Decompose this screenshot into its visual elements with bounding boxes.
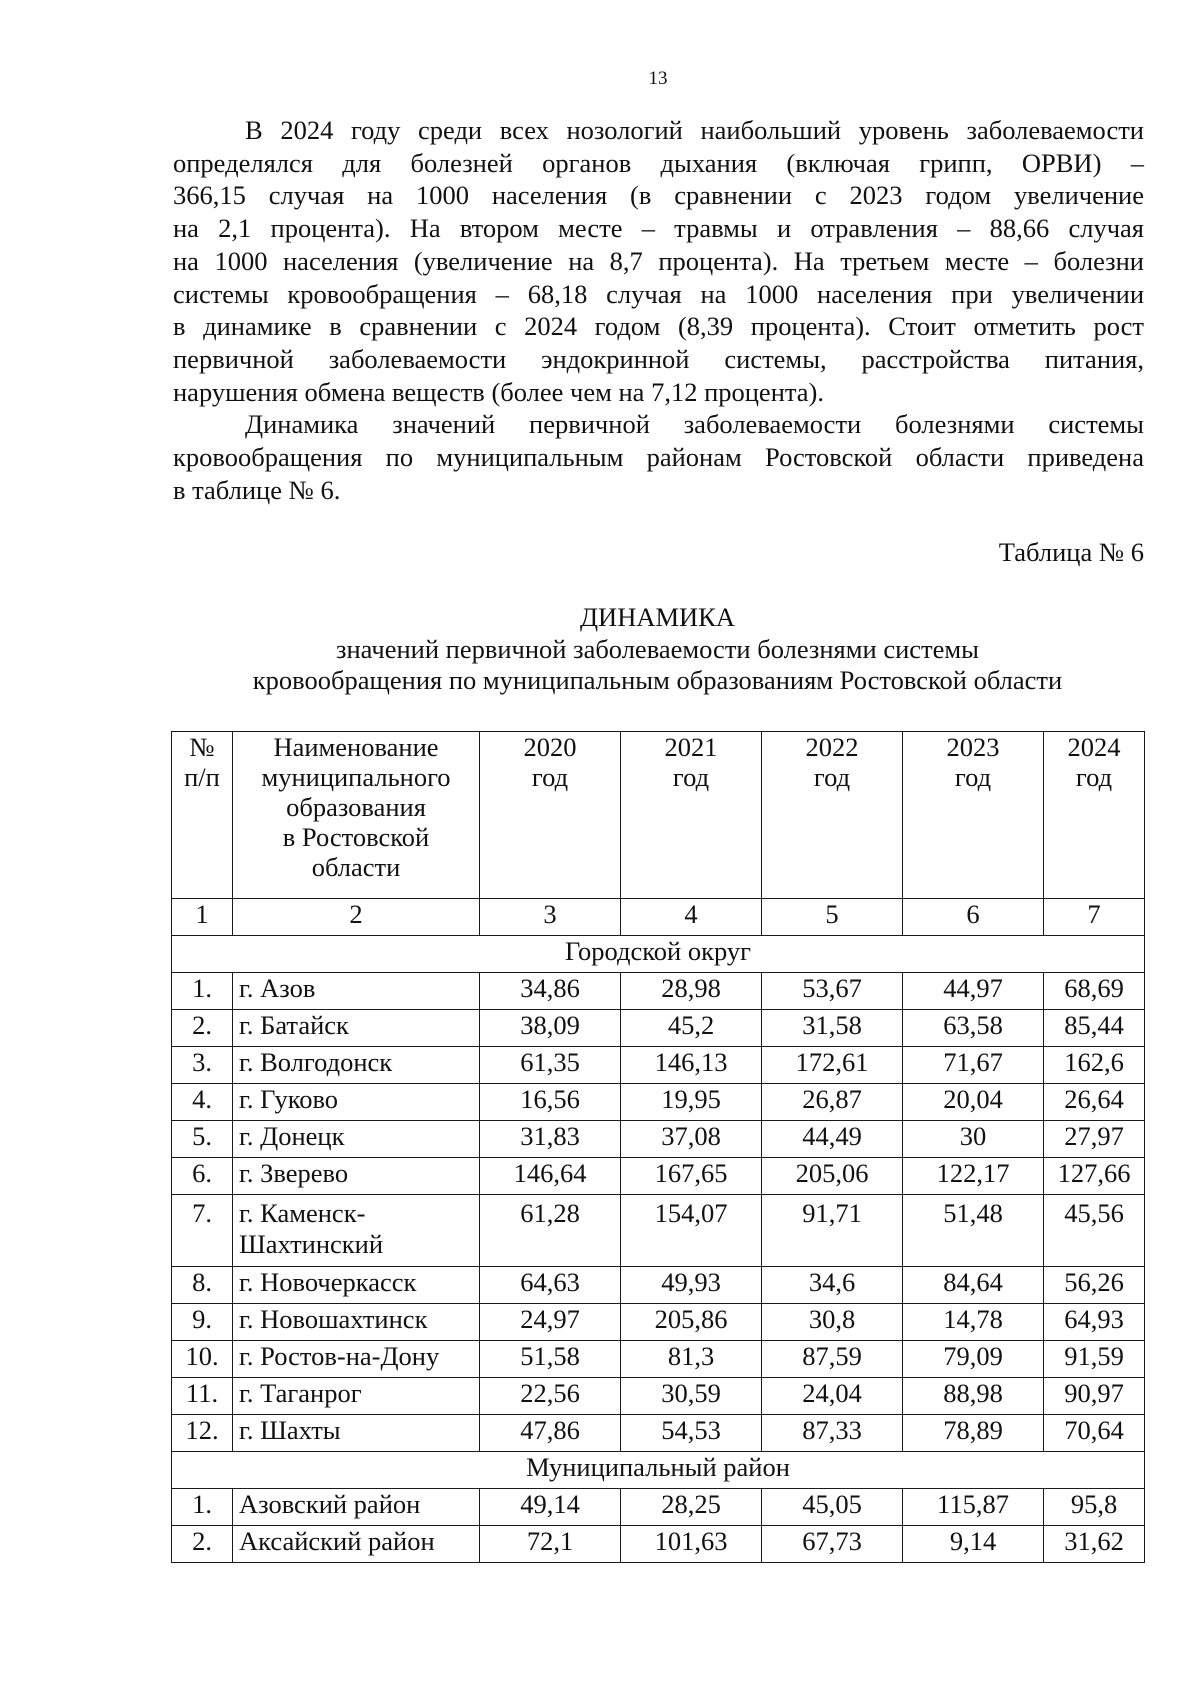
table-row: 2. г. Батайск 38,09 45,2 31,58 63,58 85,44	[172, 1010, 1145, 1047]
table-row: 3. г. Волгодонск 61,35 146,13 172,61 71,67 162,6	[172, 1047, 1145, 1084]
table-title: ДИНАМИКА	[579, 602, 735, 632]
text-line: 366,15 случая на 1000 населения (в сравнении с 2023 годом увеличение	[173, 180, 1144, 211]
column-index: 5	[762, 899, 903, 936]
table-caption: Таблица № 6	[998, 537, 1144, 567]
text-line: нарушения обмена веществ (более чем на 7,12 процента).	[173, 376, 824, 407]
header-2023: 2023 год	[903, 732, 1044, 899]
table-row: 5. г. Донецк 31,83 37,08 44,49 30 27,97	[172, 1121, 1145, 1158]
text-line: на 2,1 процента). На втором месте – травмы и отравления – 88,66 случая	[173, 213, 1144, 244]
page-number: 13	[648, 68, 668, 89]
paragraph-2	[173, 408, 1144, 506]
text-line: первичной заболеваемости эндокринной системы, расстройства питания,	[173, 343, 1144, 374]
text-line: кровообращения по муниципальным районам Ростовской области приведена	[173, 442, 1144, 473]
table-row: 1. г. Азов 34,86 28,98 53,67 44,97 68,69	[172, 973, 1145, 1010]
header-num: № п/п	[172, 732, 233, 899]
header-2021: 2021 год	[621, 732, 762, 899]
section-row	[172, 936, 1145, 973]
section-title: Городской округ	[172, 936, 1145, 973]
header-2024: 2024 год	[1044, 732, 1145, 899]
table-row: 1. Азовский район 49,14 28,25 45,05 115,87 95,8	[172, 1489, 1145, 1526]
table-subtitle-line: значений первичной заболеваемости болезнями системы	[336, 633, 979, 664]
table-subtitle-line: кровообращения по муниципальным образованиям Ростовской области	[252, 665, 1063, 695]
text-line: В 2024 году среди всех нозологий наибольший уровень заболеваемости	[245, 115, 1144, 145]
morbidity-table	[171, 731, 1145, 1563]
table-row: 11. г. Таганрог 22,56 30,59 24,04 88,98 90,97	[172, 1378, 1145, 1415]
column-index: 1	[172, 899, 233, 936]
table-row: 4. г. Гуково 16,56 19,95 26,87 20,04 26,64	[172, 1084, 1145, 1121]
table-row: 8. г. Новочеркасск 64,63 49,93 34,6 84,64 56,26	[172, 1267, 1145, 1304]
text-line: в динамике в сравнении с 2024 годом (8,39 процента). Стоит отметить рост	[173, 311, 1144, 342]
section-title: Муниципальный район	[172, 1452, 1145, 1489]
column-index: 4	[621, 899, 762, 936]
text-line: системы кровообращения – 68,18 случая на 1000 населения при увеличении	[173, 278, 1144, 309]
table-row: 12. г. Шахты 47,86 54,53 87,33 78,89 70,64	[172, 1415, 1145, 1452]
text-line: Динамика значений первичной заболеваемости болезнями системы	[245, 409, 1144, 440]
table-title-block	[171, 602, 1144, 697]
header-row	[172, 732, 1145, 899]
table-row: 6. г. Зверево 146,64 167,65 205,06 122,17 127,66	[172, 1158, 1145, 1195]
header-name: Наименование муниципального образования в Ростовской области	[233, 732, 480, 899]
column-index-row	[172, 899, 1145, 936]
header-2020: 2020 год	[480, 732, 621, 899]
table-row: 10. г. Ростов-на-Дону 51,58 81,3 87,59 79,09 91,59	[172, 1341, 1145, 1378]
text-line: на 1000 населения (увеличение на 8,7 процента). На третьем месте – болезни	[173, 245, 1144, 276]
column-index: 2	[233, 899, 480, 936]
text-line: определялся для болезней органов дыхания (включая грипп, ОРВИ) –	[173, 147, 1144, 178]
header-2022: 2022 год	[762, 732, 903, 899]
table-row: 9. г. Новошахтинск 24,97 205,86 30,8 14,78 64,93	[172, 1304, 1145, 1341]
column-index: 6	[903, 899, 1044, 936]
table-row: 7. г. Каменск- Шахтинский 61,28 154,07 91,71 51,48 45,56	[172, 1195, 1145, 1267]
table-row: 2. Аксайский район 72,1 101,63 67,73 9,14 31,62	[172, 1526, 1145, 1563]
column-index: 3	[480, 899, 621, 936]
column-index: 7	[1044, 899, 1145, 936]
section-row	[172, 1452, 1145, 1489]
paragraph-1	[173, 114, 1144, 408]
text-line: в таблице № 6.	[173, 474, 341, 505]
body-text	[173, 114, 1144, 506]
